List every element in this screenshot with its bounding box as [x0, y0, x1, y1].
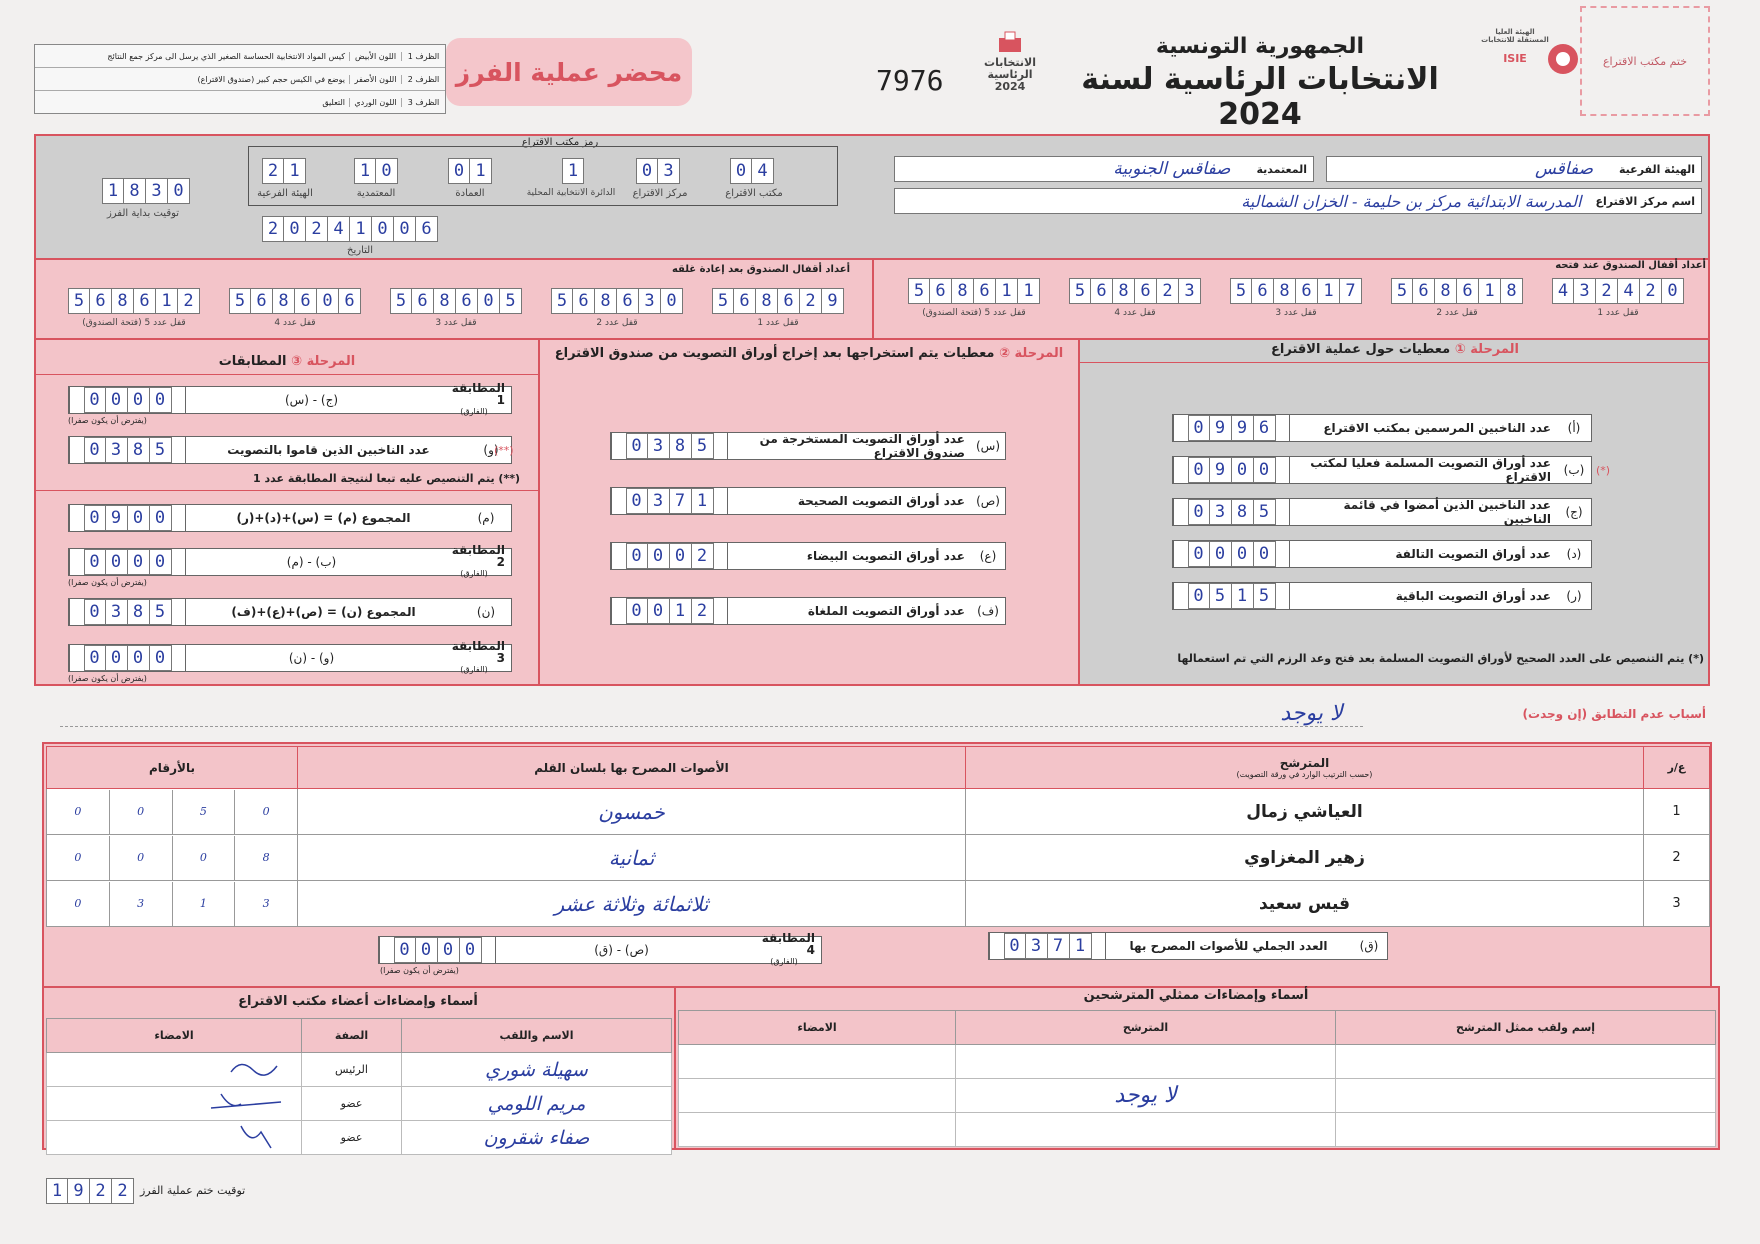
w-value: 0 3 8 5 [84, 437, 172, 463]
lock-digit: 6 [617, 288, 639, 314]
delegation-field [894, 156, 1314, 182]
lock-digit: 6 [974, 278, 996, 304]
members-col-sign: الامضاء [47, 1019, 302, 1053]
lock-label: قفل عدد 2 [596, 318, 638, 328]
member-role: الرئيس [302, 1053, 402, 1087]
phase-row [1172, 498, 1592, 526]
results-table [46, 746, 1710, 927]
row-value: 0 5 1 5 [1188, 583, 1276, 609]
table-row: 1 العياشي زمال خمسون 0 0 5 0 [47, 789, 1710, 835]
match4-sub: (الفارق) [770, 957, 798, 966]
lock-digit: 8 [595, 288, 617, 314]
phase-row [1172, 414, 1592, 442]
reps-col-sign: الامضاء [679, 1011, 956, 1045]
match4-label: المطابقة 4 [761, 931, 815, 957]
end-time-label: توقيت ختم عملية الفرز [140, 1184, 246, 1197]
lock-digit: 8 [1501, 278, 1523, 304]
lock-digit: 0 [478, 288, 500, 314]
match2-formula: (ب) - (م) [185, 549, 437, 575]
lock-number [712, 288, 844, 314]
closing-locks-title: أعداد أقفال الصندوق بعد إعادة غلقه [671, 264, 850, 275]
phase3-title-rule [36, 374, 538, 375]
lock-digit: 3 [1574, 278, 1596, 304]
n-row [68, 598, 512, 626]
row-key: (ج) [1565, 505, 1583, 519]
lock-digit: 5 [390, 288, 412, 314]
lock-label: قفل عدد 1 [1597, 308, 1639, 318]
match2-value: 0 0 0 0 [84, 549, 172, 575]
lock-number [68, 288, 200, 314]
match2-label: المطابقة 2 [451, 543, 505, 569]
sub-authority-label: الهيئة الفرعية [1619, 162, 1695, 176]
code-office-label: مكتب الاقتراع [725, 188, 783, 199]
legend-n: الظرف 2 [401, 75, 445, 84]
row-value: 0 9 0 0 [1188, 457, 1276, 483]
lock-digit: 6 [90, 288, 112, 314]
lock-digit: 6 [251, 288, 273, 314]
code-sub-authority: 2 1 [262, 158, 306, 184]
phase1-title [1090, 342, 1700, 357]
match1-row [68, 381, 512, 416]
phase1-number: المرحلة ① [1454, 342, 1519, 357]
lock-digit: 1 [1479, 278, 1501, 304]
row-key: (د) [1566, 547, 1582, 561]
votes-digits: 0 0 0 8 [47, 836, 297, 880]
delegation-label: المعتمدية [1256, 162, 1307, 176]
w-stars: (**) [494, 444, 514, 457]
row-key: (ف) [977, 604, 999, 618]
phase-row [1172, 456, 1592, 484]
row-value: 0 0 1 2 [626, 598, 714, 624]
lock-digit: 8 [1274, 278, 1296, 304]
lock-digit: 2 [800, 288, 822, 314]
n-formula: المجموع (ن) = (ص)+(ع)+(ف) [185, 599, 461, 625]
reps-entry: لا يوجد [956, 1079, 1336, 1113]
phase-row [610, 432, 1006, 460]
isie-text: الهيئة العليا المستقلة للانتخابات [1481, 28, 1549, 44]
match1-zero-note: (يفترض أن يكون صفرا) [68, 416, 147, 425]
date-field: 2 0 2 4 1 0 0 6 [262, 216, 438, 242]
legend-text: يوضع في الكيس حجم كبير (صندوق الاقتراع) [197, 74, 345, 84]
mismatch-label: أسباب عدم التطابق (إن وجدت) [1522, 707, 1706, 721]
lock-digit: 6 [1296, 278, 1318, 304]
col-words: الأصوات المصرح بها بلسان القلم [298, 747, 966, 789]
code-circ: 1 [562, 158, 584, 184]
ballot-box-icon [995, 30, 1025, 54]
phase3-number: المرحلة ③ [291, 354, 356, 369]
signature-icon [221, 1054, 301, 1082]
envelope-legend [34, 44, 446, 114]
n-key: (ن) [476, 605, 496, 619]
lock-digit: 1 [1018, 278, 1040, 304]
row-key: (ع) [979, 549, 997, 563]
mismatch-row [60, 694, 1706, 734]
lock-digit: 8 [434, 288, 456, 314]
lock-digit: 0 [317, 288, 339, 314]
phase2-number: المرحلة ② [999, 346, 1064, 361]
m-formula: المجموع (م) = (س)+(د)+(ر) [185, 505, 461, 531]
row-value: 0 9 9 6 [1188, 415, 1276, 441]
phase1-title-rule [1080, 362, 1708, 363]
q-label: العدد الجملي للأصوات المصرح بها [1105, 933, 1351, 959]
country-title: الجمهورية التونسية [1155, 34, 1365, 59]
end-time-field: 1 9 2 2 [46, 1178, 134, 1204]
phase-row [610, 542, 1006, 570]
lock-digit: 3 [639, 288, 661, 314]
members-col-name: الاسم واللقب [402, 1019, 672, 1053]
lock-digit: 6 [1252, 278, 1274, 304]
lock-label: قفل عدد 4 [1114, 308, 1156, 318]
row-key: (ر) [1566, 589, 1582, 603]
lock-digit: 1 [1318, 278, 1340, 304]
member-name: مريم اللومي [402, 1087, 672, 1121]
lock-label: قفل عدد 3 [1275, 308, 1317, 318]
lock-digit: 8 [112, 288, 134, 314]
members-title: أسماء وإمضاءات أعضاء مكتب الاقتراع [238, 994, 478, 1009]
votes-words: خمسون [298, 789, 966, 835]
lock-digit: 1 [156, 288, 178, 314]
n-value: 0 3 8 5 [84, 599, 172, 625]
match3-row [68, 639, 512, 674]
legend-text: التعليق [322, 97, 345, 107]
lock-digit: 8 [952, 278, 974, 304]
match3-sub: (الفارق) [460, 665, 488, 674]
office-stamp: ختم مكتب الاقتراع [1580, 6, 1710, 116]
code-center-label: مركز الاقتراع [632, 188, 688, 199]
candidate-name: زهير المغزاوي [966, 835, 1644, 881]
lock-number [229, 288, 361, 314]
votes-digits: 0 3 1 3 [47, 882, 297, 926]
code-imada: 0 1 [448, 158, 492, 184]
lock-number [908, 278, 1040, 304]
code-title: رمز مكتب الاقتراع [521, 137, 599, 148]
w-row [68, 436, 512, 464]
votes-words: ثلاثمائة وثلاثة عشر [298, 881, 966, 927]
lock-label: قفل عدد 4 [274, 318, 316, 328]
reps-title: أسماء وإمضاءات ممثلي المترشحين [1083, 988, 1309, 1003]
opening-locks-title: أعداد أقفال الصندوق عند فتحه [1555, 260, 1706, 271]
date-label: التاريخ [347, 245, 373, 256]
lock-digit: 4 [1618, 278, 1640, 304]
code-imada-label: العمادة [455, 188, 485, 199]
candidate-name: العياشي زمال [966, 789, 1644, 835]
sub-authority-field [1326, 156, 1702, 182]
lock-digit: 6 [456, 288, 478, 314]
lock-digit: 0 [1662, 278, 1684, 304]
row-label: عدد أوراق التصويت المستخرجة من صندوق الاقتراع [727, 433, 971, 459]
match2-zero-note: (يفترض أن يكون صفرا) [68, 578, 147, 587]
lock-digit: 0 [661, 288, 683, 314]
locks-divider [872, 260, 874, 340]
members-col-role: الصفة [302, 1019, 402, 1053]
w-key: (و) [483, 443, 499, 457]
tunisia-flag-icon [1548, 44, 1578, 74]
phase1-star: (*) [1596, 464, 1611, 477]
reps-col-name: إسم ولقب ممثل المترشح [1336, 1011, 1716, 1045]
legend-color: اللون الأبيض [349, 52, 401, 61]
lock-digit: 6 [734, 288, 756, 314]
lock-number [390, 288, 522, 314]
reps-col-candidate: المترشح [956, 1011, 1336, 1045]
match1-sub: (الفارق) [460, 407, 488, 416]
match3-zero-note: (يفترض أن يكون صفرا) [68, 674, 147, 683]
sub-authority-value: صفاقس [1535, 159, 1594, 179]
signature-icon [141, 1122, 301, 1150]
member-name: صفاء شقرون [402, 1121, 672, 1155]
m-row [68, 504, 512, 532]
row-value: 0 0 0 2 [626, 543, 714, 569]
m-value: 0 9 0 0 [84, 505, 172, 531]
form-title: محضر عملية الفرز [446, 38, 692, 106]
row-key: (س) [975, 439, 1000, 453]
lock-number [1069, 278, 1201, 304]
row-value: 0 3 8 5 [626, 433, 714, 459]
members-table [46, 1018, 672, 1155]
lock-number [1230, 278, 1362, 304]
match3-value: 0 0 0 0 [84, 645, 172, 671]
row-label: عدد الناخبين الذين أمضوا في قائمة الناخبين [1289, 499, 1557, 525]
lock-digit: 7 [1340, 278, 1362, 304]
lock-digit: 6 [412, 288, 434, 314]
match2-sub: (الفارق) [460, 569, 488, 578]
phase1-footnote: (*) يتم التنصيص على العدد الصحيح لأوراق التصويت المسلمة بعد فتح وعد الرزم التي تم استعمالها [1177, 652, 1704, 665]
code-circ-label: الدائرة الانتخابية المحلية [526, 188, 616, 198]
lock-digit: 5 [1069, 278, 1091, 304]
lock-digit: 6 [930, 278, 952, 304]
w-label: عدد الناخبين الذين قاموا بالتصويت [185, 437, 471, 463]
table-row: 3 قيس سعيد ثلاثمائة وثلاثة عشر 0 3 1 3 [47, 881, 1710, 927]
total-votes-row [988, 932, 1388, 960]
lock-digit: 8 [1113, 278, 1135, 304]
lock-number [551, 288, 683, 314]
lock-digit: 6 [339, 288, 361, 314]
lock-number [1552, 278, 1684, 304]
lock-label: قفل عدد 2 [1436, 308, 1478, 318]
legend-n: الظرف 3 [401, 98, 445, 107]
row-label: عدد أوراق التصويت الصحيحة [727, 488, 971, 514]
member-role: عضو [302, 1121, 402, 1155]
phase3-title-text: المطابقات [218, 354, 287, 369]
match4-zero-note: (يفترض أن يكون صفرا) [380, 966, 459, 975]
lock-label: قفل عدد 3 [435, 318, 477, 328]
lock-digit: 6 [778, 288, 800, 314]
member-row [47, 1121, 672, 1155]
lock-digit: 8 [1435, 278, 1457, 304]
lock-digit: 6 [295, 288, 317, 314]
logo-text: الانتخابات الرئاسية 2024 [984, 56, 1036, 93]
serial-number: 7976 [876, 64, 944, 97]
lock-label: قفل عدد 1 [757, 318, 799, 328]
q-key: (ق) [1359, 939, 1379, 953]
phase3-rule [36, 490, 538, 491]
votes-words: ثمانية [298, 835, 966, 881]
member-role: عضو [302, 1087, 402, 1121]
start-time-field: 1 8 3 0 [102, 178, 190, 204]
member-name: سهيلة شوري [402, 1053, 672, 1087]
row-label: عدد أوراق التصويت البيضاء [727, 543, 971, 569]
q-value: 0 3 7 1 [1004, 933, 1092, 959]
election-logo [972, 30, 1048, 110]
row-key: (أ) [1567, 421, 1581, 435]
delegation-value: صفاقس الجنوبية [1113, 159, 1231, 179]
row-key: (ب) [1563, 463, 1585, 477]
member-row [47, 1087, 672, 1121]
row-key: (ص) [976, 494, 1000, 508]
lock-label: قفل عدد 5 (فتحة الصندوق) [922, 308, 1026, 318]
lock-digit: 2 [178, 288, 200, 314]
row-value: 0 3 7 1 [626, 488, 714, 514]
lock-digit: 5 [68, 288, 90, 314]
phase1-title-text: معطيات حول عملية الاقتراع [1271, 342, 1451, 357]
lock-number [1391, 278, 1523, 304]
legend-color: اللون الأصفر [349, 75, 401, 84]
lock-label: قفل عدد 5 (فتحة الصندوق) [82, 318, 186, 328]
match3-label: المطابقة 3 [451, 639, 505, 665]
legend-n: الظرف 1 [401, 52, 445, 61]
match4-value: 0 0 0 0 [394, 937, 482, 963]
votes-digits: 0 0 5 0 [47, 790, 297, 834]
lock-digit: 8 [273, 288, 295, 314]
match1-formula: (ج) - (س) [185, 387, 437, 413]
phase-row [1172, 582, 1592, 610]
signature-icon [141, 1088, 301, 1116]
w-note: (**) يتم التنصيص عليه تبعا لنتيجة المطابقة عدد 1 [253, 472, 520, 485]
signatures-divider [674, 986, 676, 1150]
center-value: المدرسة الابتدائية مركز بن حليمة - الخزان الشمالية [1241, 191, 1582, 211]
phase-row [610, 487, 1006, 515]
row-label: عدد الناخبين المرسمين بمكتب الاقتراع [1289, 415, 1557, 441]
row-label: عدد أوراق التصويت الملغاة [727, 598, 971, 624]
lock-digit: 6 [1135, 278, 1157, 304]
row-value: 0 3 8 5 [1188, 499, 1276, 525]
match4-row [378, 931, 822, 966]
lock-digit: 2 [1640, 278, 1662, 304]
reps-table [678, 1010, 1716, 1147]
lock-digit: 5 [229, 288, 251, 314]
legend-color: اللون الوردي [349, 98, 401, 107]
phase3-title [44, 354, 530, 369]
isie-logo [1480, 28, 1550, 108]
lock-digit: 6 [134, 288, 156, 314]
election-title: الانتخابات الرئاسية لسنة 2024 [1081, 62, 1439, 132]
table-row: 2 زهير المغزاوي ثمانية 0 0 0 8 [47, 835, 1710, 881]
m-key: (م) [477, 511, 495, 525]
phase-row [1172, 540, 1592, 568]
row-label: عدد أوراق التصويت التالفة [1289, 541, 1557, 567]
legend-text: كيس المواد الانتخابية الحساسة الصغير الذي يرسل الى مركز جمع النتائج [107, 51, 345, 61]
code-delegation: 1 0 [354, 158, 398, 184]
lock-digit: 5 [500, 288, 522, 314]
code-delegation-label: المعتمدية [356, 188, 396, 199]
match2-row [68, 543, 512, 578]
lock-digit: 6 [1091, 278, 1113, 304]
center-field [894, 188, 1702, 214]
match4-formula: (ص) - (ق) [495, 937, 747, 963]
lock-digit: 6 [1413, 278, 1435, 304]
code-sub-authority-label: الهيئة الفرعية [257, 188, 313, 199]
lock-digit: 5 [712, 288, 734, 314]
lock-digit: 2 [1157, 278, 1179, 304]
lock-digit: 9 [822, 288, 844, 314]
row-label: عدد أوراق التصويت الباقية [1289, 583, 1557, 609]
lock-digit: 8 [756, 288, 778, 314]
lock-digit: 2 [1596, 278, 1618, 304]
code-office: 0 4 [730, 158, 774, 184]
match3-formula: (و) - (ن) [185, 645, 437, 671]
lock-digit: 6 [1457, 278, 1479, 304]
isie-abbrev: ISIE [1503, 52, 1527, 65]
code-center: 0 3 [636, 158, 680, 184]
candidate-name: قيس سعيد [966, 881, 1644, 927]
row-value: 0 0 0 0 [1188, 541, 1276, 567]
lock-digit: 4 [1552, 278, 1574, 304]
lock-digit: 5 [1391, 278, 1413, 304]
match1-label: المطابقة 1 [451, 381, 505, 407]
col-num: ع/ر [1644, 747, 1710, 789]
member-row [47, 1053, 672, 1087]
lock-digit: 5 [908, 278, 930, 304]
col-candidate: المترشح (حسب الترتيب الوارد في ورقة التصويت) [966, 747, 1644, 789]
col-candidate-sub: (حسب الترتيب الوارد في ورقة التصويت) [1236, 770, 1373, 779]
match1-value: 0 0 0 0 [84, 387, 172, 413]
phase2-title-text: معطيات يتم استخراجها بعد إخراج أوراق التصويت من صندوق الاقتراع [554, 346, 995, 361]
row-label: عدد أوراق التصويت المسلمة فعليا لمكتب الاقتراع [1289, 457, 1557, 483]
lock-digit: 1 [996, 278, 1018, 304]
col-digits: بالأرقام [47, 747, 298, 789]
start-time-label: توقيت بداية الفرز [106, 208, 180, 219]
lock-digit: 6 [573, 288, 595, 314]
center-label: اسم مركز الاقتراع [1595, 194, 1695, 208]
lock-digit: 5 [1230, 278, 1252, 304]
lock-digit: 5 [551, 288, 573, 314]
phase2-title [548, 346, 1070, 361]
phase-row [610, 597, 1006, 625]
mismatch-value: لا يوجد [60, 701, 1363, 727]
lock-digit: 3 [1179, 278, 1201, 304]
